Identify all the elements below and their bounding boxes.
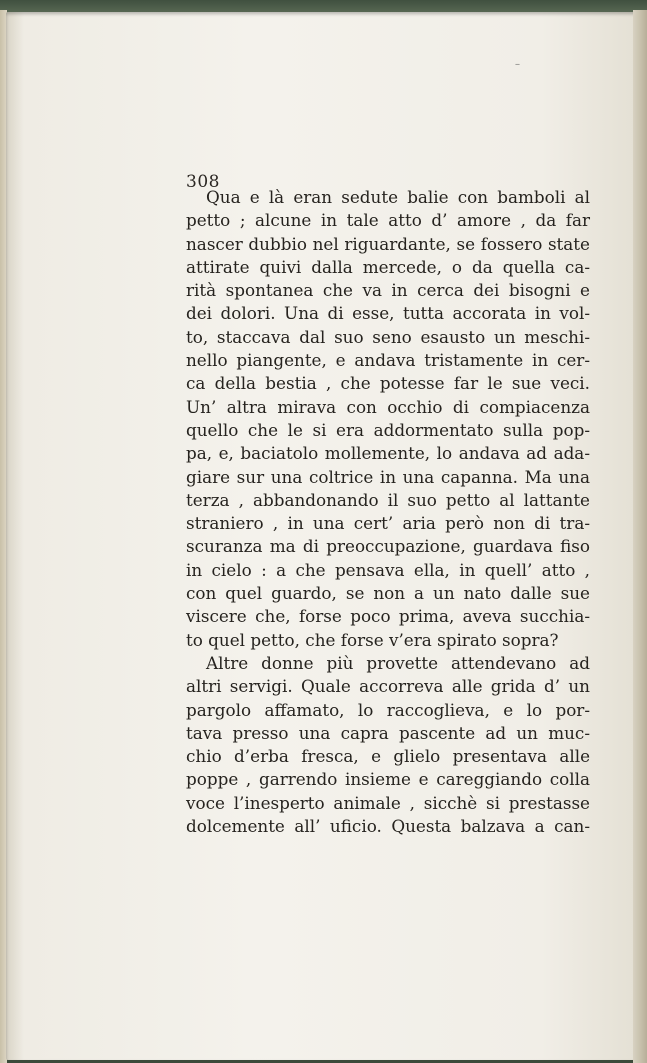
text-line: viscere che, forse poco prima, aveva succhia- [186,606,590,627]
text-line: voce l’inesperto animale , sicchè si prestasse [186,792,590,813]
text-line: Un’ altra mirava con occhio di compiacenza [186,396,590,417]
text-line: to, staccava dal suo seno esausto un meschi- [186,326,590,347]
text-line: to quel petto, che forse v’era spirato sopra? [186,629,559,650]
text-line: straniero , in una cert’ aria però non di tra- [186,513,590,534]
text-line: pargolo affamato, lo raccoglieva, e lo por- [186,699,590,720]
text-line: nascer dubbio nel riguardante, se fossero state [186,233,590,254]
text-line: rità spontanea che va in cerca dei bisogni e [186,280,590,301]
text-line: giare sur una coltrice in una capanna. Ma una [186,466,590,487]
text-line: nello piangente, e andava tristamente in cer- [186,350,590,371]
text-line: scuranza ma di preoccupazione, guardava fiso [186,536,590,557]
text-line: quello che le si era addormentato sulla pop- [186,419,590,440]
text-line: dei dolori. Una di esse, tutta accorata in vol- [186,303,590,324]
text-line: chio d’erba fresca, e glielo presentava alle [186,746,590,767]
text-line: tava presso una capra pascente ad un muc- [186,722,590,743]
page-number: 308 [186,172,220,192]
text-line: in cielo : a che pensava ella, in quell’ atto , [186,559,590,580]
text-line: altri servigi. Quale accorreva alle grida d’ un [186,676,590,697]
text-line: petto ; alcune in tale atto d’ amore , da far [186,210,590,231]
text-line: dolcemente all’ uficio. Questa balzava a can- [186,816,590,837]
paper-mark: – [515,59,520,70]
text-line: Qua e là eran sedute balie con bamboli al [206,187,590,207]
text-line: pa, e, baciatolo mollemente, lo andava ad ada- [186,443,590,464]
page-stack-edge [633,10,647,1063]
body-text [186,186,590,838]
text-line: terza , abbandonando il suo petto al lattante [186,489,590,510]
text-line: ca della bestia , che potesse far le sue veci. [186,373,590,394]
text-line: Altre donne più provette attendevano ad [206,652,590,673]
text-line: poppe , garrendo insieme e careggiando colla [186,769,590,790]
text-line: con quel guardo, se non a un nato dalle sue [186,583,590,604]
text-line: attirate quivi dalla mercede, o da quella ca- [186,256,590,277]
